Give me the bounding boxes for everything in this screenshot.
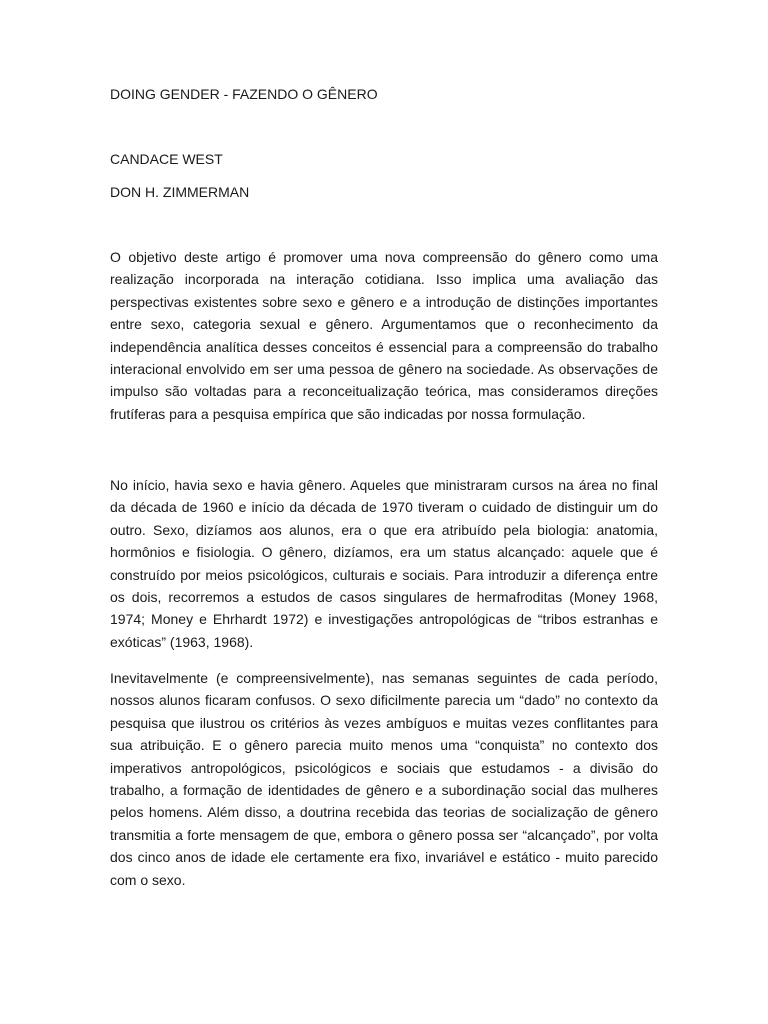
abstract-paragraph: O objetivo deste artigo é promover uma nova compreensão do gênero como uma realização incorporada na interação cotidiana. Isso implica uma avaliação das perspectivas existentes sobre sexo e gênero e a introdução de distinções importantes entre sexo, categoria sexual e gênero. Argumentamos que o reconhecimento da independência analítica desses conceitos é essencial para a compreensão do trabalho interacional envolvido em ser uma pessoa de gênero na sociedade. As observações de impulso são voltadas para a reconceitualização teórica, mas consideramos direções frutíferas para a pesquisa empírica que são indicadas por nossa formulação. [110,249,658,422]
author-2: DON H. ZIMMERMAN [110,184,250,200]
document-title: DOING GENDER - FAZENDO O GÊNERO [110,86,378,102]
body-paragraph-2: Inevitavelmente (e compreensivelmente), nas semanas seguintes de cada período, nossos alunos ficaram confusos. O sexo dificilmente parecia um “dado” no contexto da pesquisa que ilustrou os critérios às vezes ambíguos e muitas vezes conflitantes para sua atribuição. E o gênero parecia muito menos uma “conquista” no contexto dos imperativos antropológicos, psicológicos e sociais que estudamos - a divisão do trabalho, a formação de identidades de gênero e a subordinação social das mulheres pelos homens. Além disso, a doutrina recebida das teorias de socialização de gênero transmitia a forte mensagem de que, embora o gênero possa ser “alcançado”, por volta dos cinco anos de idade ele certamente era fixo, invariável e estático - muito parecido com o sexo. [110,670,658,888]
author-1: CANDACE WEST [110,151,223,167]
body-paragraph-1: No início, havia sexo e havia gênero. Aqueles que ministraram cursos na área no final da década de 1960 e início da década de 1970 tiveram o cuidado de distinguir um do outro. Sexo, dizíamos aos alunos, era o que era atribuído pela biologia: anatomia, hormônios e fisiologia. O gênero, dizíamos, era um status alcançado: aquele que é construído por meios psicológicos, culturais e sociais. Para introduzir a diferença entre os dois, recorremos a estudos de casos singulares de hermafroditas (Money 1968, 1974; Money e Ehrhardt 1972) e investigações antropológicas de “tribos estranhas e exóticas” (1963, 1968). [110,477,658,650]
